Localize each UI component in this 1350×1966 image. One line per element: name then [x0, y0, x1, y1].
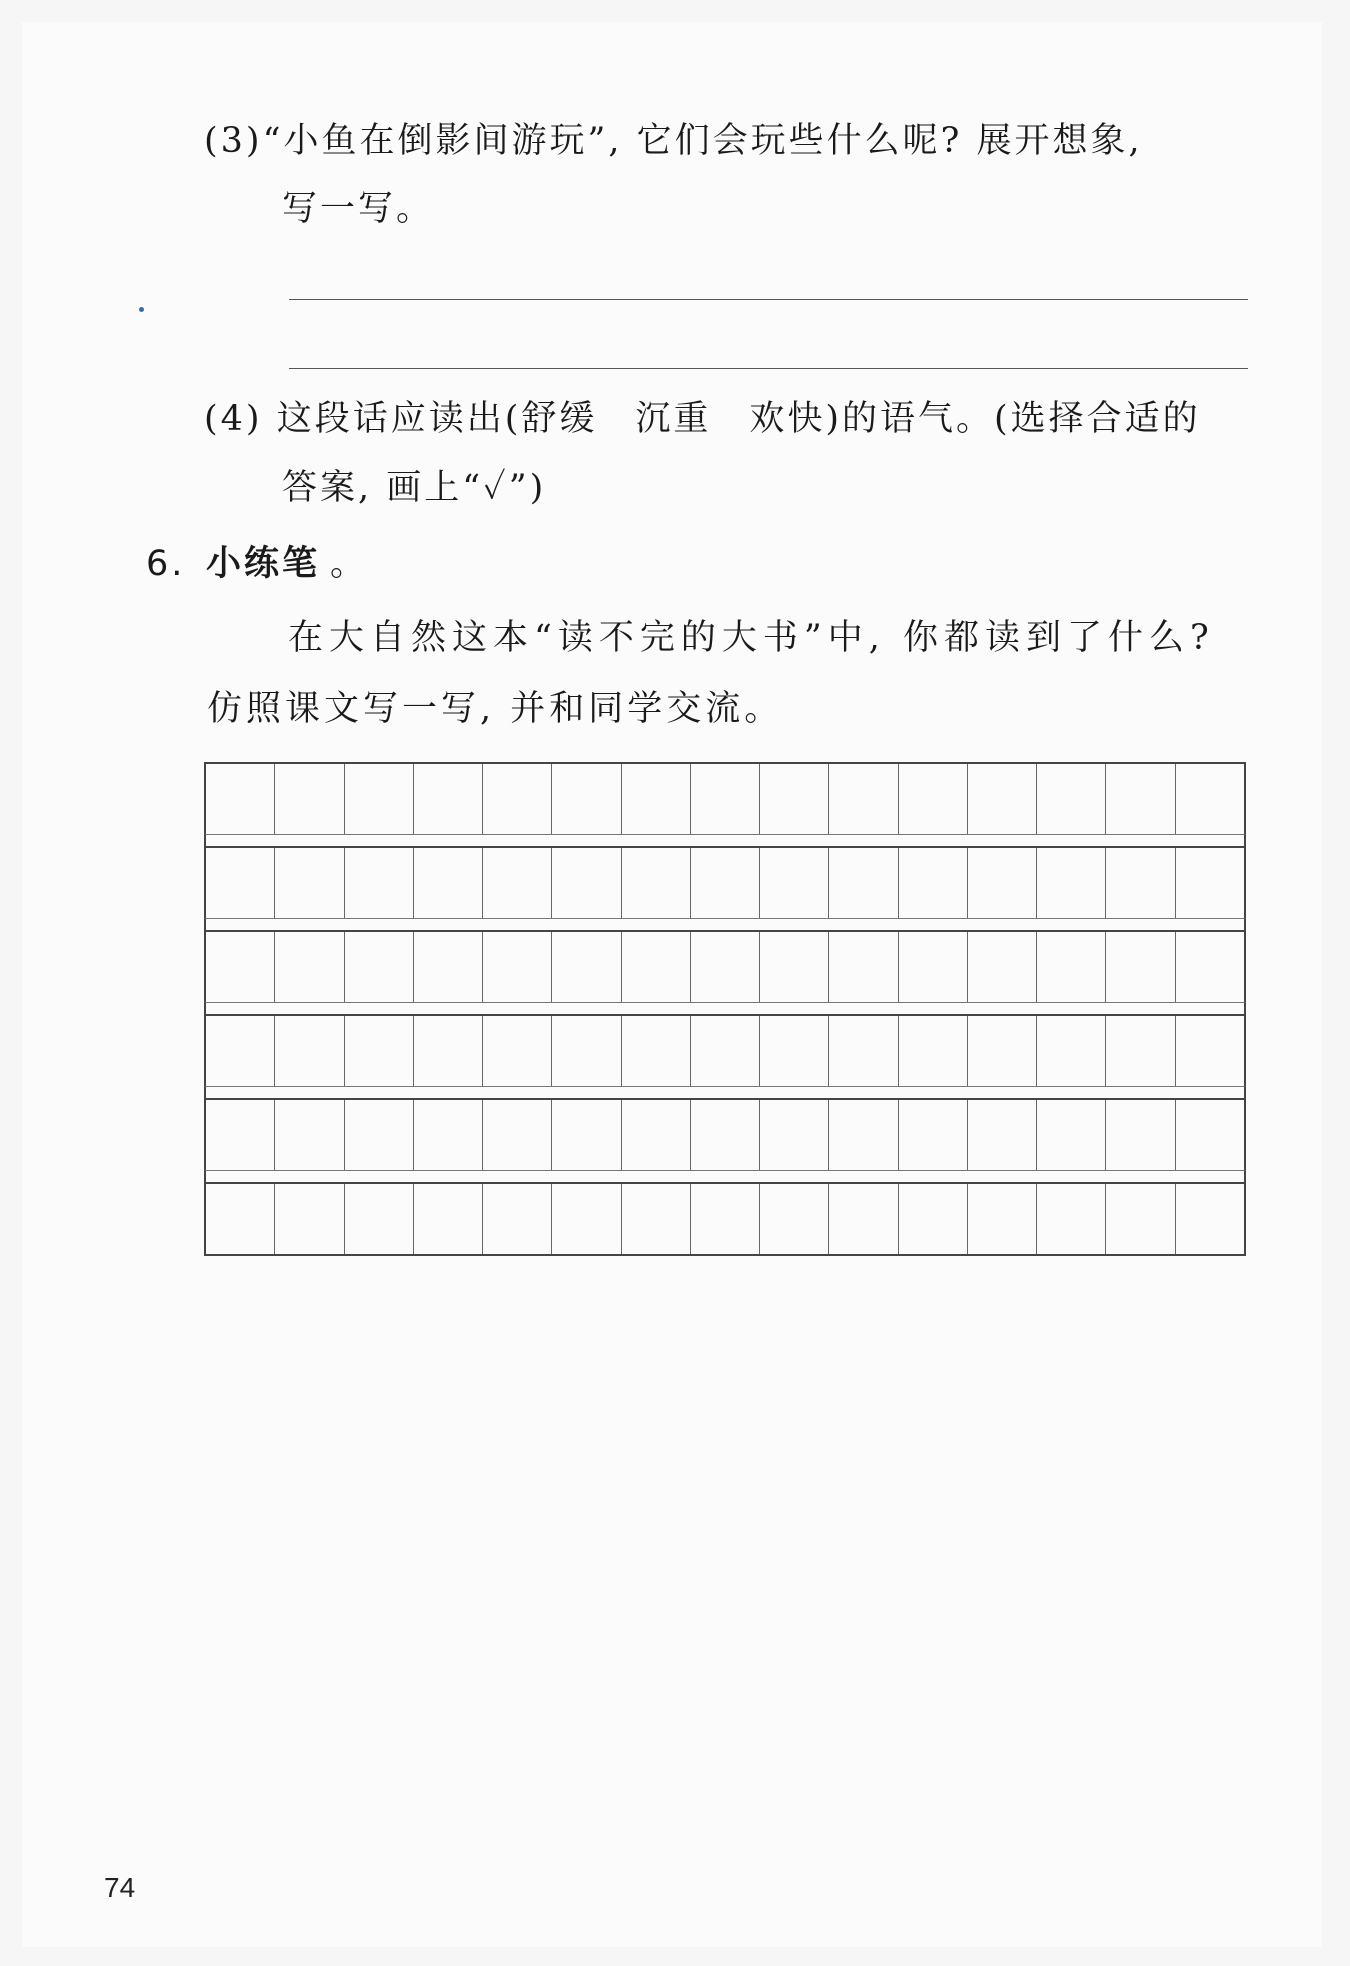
grid-cell[interactable] [345, 1100, 414, 1170]
grid-cell[interactable] [1037, 848, 1106, 918]
grid-row-gap [204, 1002, 1246, 1014]
grid-cell[interactable] [829, 1100, 898, 1170]
grid-cell[interactable] [829, 764, 898, 834]
grid-cell[interactable] [760, 1016, 829, 1086]
grid-cell[interactable] [345, 1016, 414, 1086]
grid-cell[interactable] [275, 1016, 344, 1086]
grid-row-gap [204, 918, 1246, 930]
grid-cell[interactable] [414, 764, 483, 834]
grid-cell[interactable] [691, 1016, 760, 1086]
grid-row [204, 1098, 1246, 1170]
grid-cell[interactable] [206, 1016, 275, 1086]
grid-cell[interactable] [760, 932, 829, 1002]
grid-cell[interactable] [345, 932, 414, 1002]
grid-cell[interactable] [1176, 764, 1244, 834]
grid-cell[interactable] [1106, 848, 1175, 918]
question-6-title: 小练笔 [206, 544, 321, 584]
question-6-title-punct: 。 [330, 544, 369, 584]
grid-cell[interactable] [622, 1016, 691, 1086]
grid-cell[interactable] [414, 932, 483, 1002]
grid-cell[interactable] [1176, 1100, 1244, 1170]
question-4-line-1: (4) 这段话应读出(舒缓 沉重 欢快)的语气。(选择合适的 [204, 399, 1201, 439]
grid-cell[interactable] [622, 932, 691, 1002]
grid-cell[interactable] [899, 1100, 968, 1170]
grid-cell[interactable] [206, 1100, 275, 1170]
grid-cell[interactable] [968, 764, 1037, 834]
grid-row-gap [204, 834, 1246, 846]
grid-cell[interactable] [622, 848, 691, 918]
grid-cell[interactable] [552, 1184, 621, 1254]
grid-row [204, 846, 1246, 918]
grid-cell[interactable] [1176, 848, 1244, 918]
grid-cell[interactable] [414, 848, 483, 918]
grid-cell[interactable] [1037, 932, 1106, 1002]
grid-cell[interactable] [414, 1016, 483, 1086]
grid-cell[interactable] [1106, 1100, 1175, 1170]
grid-cell[interactable] [691, 1184, 760, 1254]
answer-line-2[interactable] [289, 368, 1248, 369]
grid-cell[interactable] [483, 1184, 552, 1254]
grid-cell[interactable] [552, 764, 621, 834]
grid-cell[interactable] [829, 848, 898, 918]
grid-cell[interactable] [1176, 1184, 1244, 1254]
grid-cell[interactable] [1106, 1184, 1175, 1254]
grid-row [204, 1182, 1246, 1256]
grid-cell[interactable] [899, 848, 968, 918]
grid-cell[interactable] [552, 932, 621, 1002]
grid-row-gap [204, 1086, 1246, 1098]
grid-cell[interactable] [345, 764, 414, 834]
writing-grid[interactable] [204, 762, 1246, 1256]
grid-cell[interactable] [829, 1016, 898, 1086]
question-6-prompt-line-2: 仿照课文写一写, 并和同学交流。 [207, 689, 784, 729]
grid-cell[interactable] [1106, 932, 1175, 1002]
grid-cell[interactable] [622, 1184, 691, 1254]
question-3-line-1: (3)“小鱼在倒影间游玩”, 它们会玩些什么呢? 展开想象, [204, 121, 1143, 161]
grid-cell[interactable] [275, 848, 344, 918]
grid-cell[interactable] [206, 1184, 275, 1254]
grid-cell[interactable] [275, 932, 344, 1002]
grid-cell[interactable] [345, 1184, 414, 1254]
grid-cell[interactable] [968, 1100, 1037, 1170]
grid-cell[interactable] [760, 1100, 829, 1170]
grid-row [204, 762, 1246, 834]
grid-cell[interactable] [760, 764, 829, 834]
grid-cell[interactable] [691, 932, 760, 1002]
grid-cell[interactable] [1176, 932, 1244, 1002]
grid-cell[interactable] [829, 1184, 898, 1254]
grid-cell[interactable] [275, 1184, 344, 1254]
grid-cell[interactable] [899, 764, 968, 834]
grid-cell[interactable] [622, 1100, 691, 1170]
question-3-line-2: 写一写。 [282, 189, 435, 229]
margin-dot [139, 307, 144, 312]
grid-cell[interactable] [1106, 1016, 1175, 1086]
grid-cell[interactable] [483, 932, 552, 1002]
grid-cell[interactable] [483, 1016, 552, 1086]
grid-cell[interactable] [1037, 764, 1106, 834]
grid-row [204, 930, 1246, 1002]
grid-cell[interactable] [345, 848, 414, 918]
grid-cell[interactable] [691, 848, 760, 918]
grid-cell[interactable] [275, 764, 344, 834]
grid-cell[interactable] [414, 1100, 483, 1170]
grid-cell[interactable] [206, 848, 275, 918]
grid-cell[interactable] [1037, 1100, 1106, 1170]
question-6-number: 6. [146, 544, 186, 584]
grid-cell[interactable] [691, 1100, 760, 1170]
grid-cell[interactable] [968, 1184, 1037, 1254]
grid-cell[interactable] [622, 764, 691, 834]
grid-row-gap [204, 1170, 1246, 1182]
answer-line-1[interactable] [289, 299, 1248, 300]
grid-cell[interactable] [899, 1184, 968, 1254]
grid-cell[interactable] [760, 848, 829, 918]
grid-cell[interactable] [968, 1016, 1037, 1086]
grid-cell[interactable] [206, 932, 275, 1002]
grid-row [204, 1014, 1246, 1086]
grid-cell[interactable] [829, 932, 898, 1002]
question-6-prompt-line-1: 在大自然这本“读不完的大书”中, 你都读到了什么? [288, 618, 1215, 658]
grid-cell[interactable] [1176, 1016, 1244, 1086]
grid-cell[interactable] [1106, 764, 1175, 834]
grid-cell[interactable] [899, 932, 968, 1002]
grid-cell[interactable] [552, 1016, 621, 1086]
grid-cell[interactable] [483, 1100, 552, 1170]
page-number: 74 [104, 1872, 136, 1903]
question-4-line-2: 答案, 画上“✓”) [282, 468, 547, 508]
grid-cell[interactable] [483, 764, 552, 834]
grid-cell[interactable] [414, 1184, 483, 1254]
grid-cell[interactable] [206, 764, 275, 834]
grid-cell[interactable] [552, 848, 621, 918]
grid-cell[interactable] [760, 1184, 829, 1254]
grid-cell[interactable] [1037, 1184, 1106, 1254]
grid-cell[interactable] [552, 1100, 621, 1170]
grid-cell[interactable] [899, 1016, 968, 1086]
grid-cell[interactable] [968, 932, 1037, 1002]
grid-cell[interactable] [1037, 1016, 1106, 1086]
grid-cell[interactable] [275, 1100, 344, 1170]
grid-cell[interactable] [483, 848, 552, 918]
grid-cell[interactable] [968, 848, 1037, 918]
grid-cell[interactable] [691, 764, 760, 834]
